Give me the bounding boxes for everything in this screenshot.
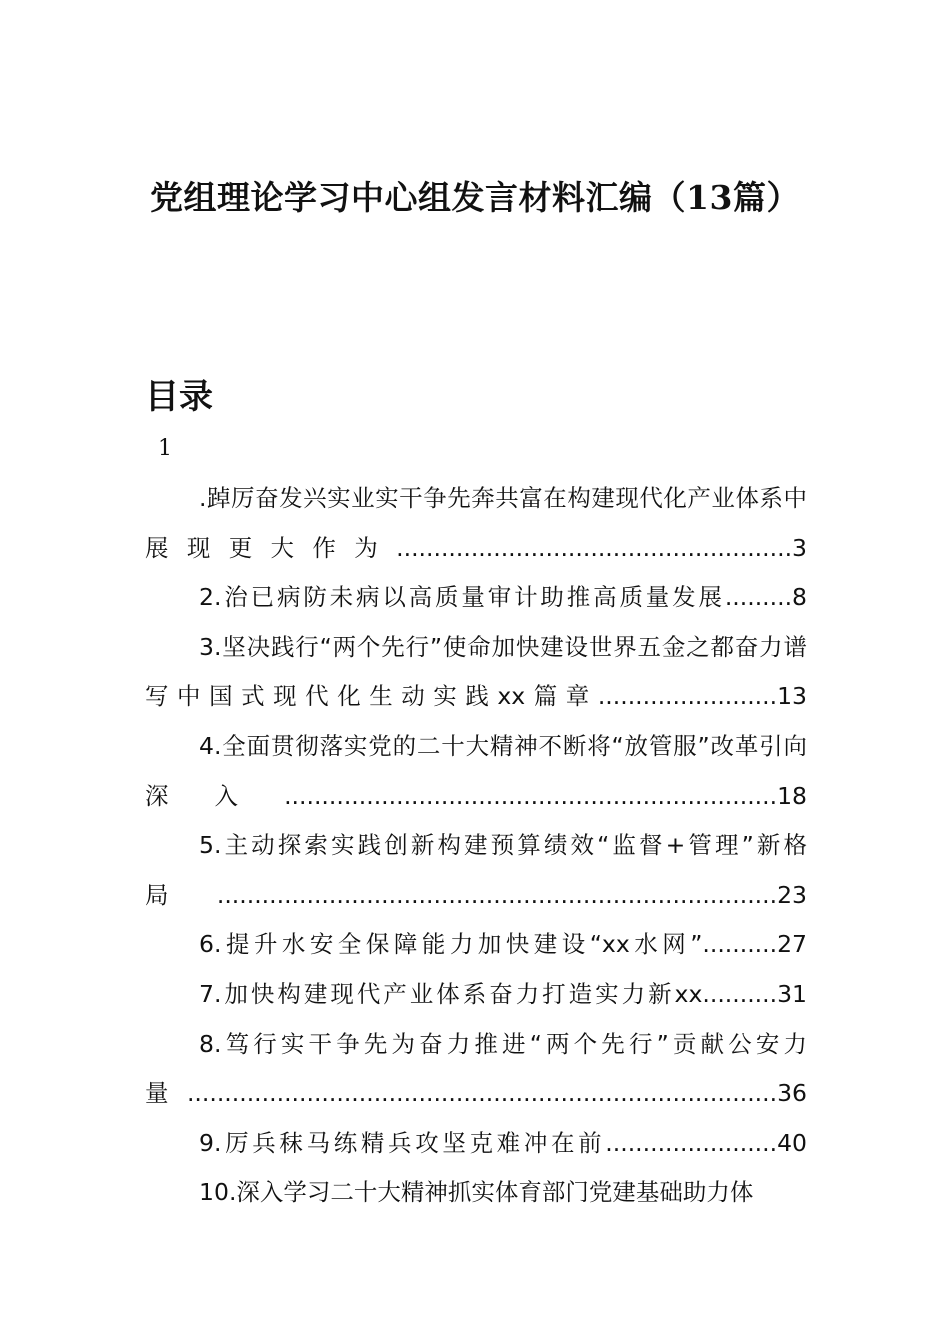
- toc-leader-dots: .......................: [605, 1128, 778, 1157]
- toc-entry-9[interactable]: [145, 1119, 807, 1169]
- document-title: 党组理论学习中心组发言材料汇编（13篇）: [150, 178, 800, 217]
- toc-heading: 目录: [145, 377, 213, 417]
- toc-entry-title: 7.加快构建现代产业体系奋力打造实力新xx: [199, 979, 703, 1008]
- toc-entry-page: 8: [792, 583, 807, 612]
- toc-entry-page: 18: [777, 781, 807, 810]
- toc-leader-dots: ...........................................................................: [216, 880, 778, 909]
- table-of-contents: [145, 474, 807, 1218]
- toc-leader-dots: ..........: [702, 930, 778, 959]
- toc-leader-dots: ...............................................................................: [186, 1079, 778, 1108]
- toc-entry-title: 4.全面贯彻落实党的二十大精神不断将“放管服”改革引向深入: [145, 731, 807, 810]
- toc-entry-5[interactable]: [145, 821, 807, 920]
- toc-leader-dots: ..................................................................: [284, 781, 778, 810]
- toc-entry-6[interactable]: [145, 920, 807, 970]
- toc-entry-page: 36: [777, 1079, 807, 1108]
- toc-entry-page: 13: [777, 682, 807, 711]
- toc-entry-title: 2.治已病防未病以高质量审计助推高质量发展: [199, 583, 725, 612]
- toc-entry-3[interactable]: [145, 623, 807, 722]
- toc-entry-2[interactable]: [145, 573, 807, 623]
- toc-entry-title: 9.厉兵秣马练精兵攻坚克难冲在前: [199, 1128, 606, 1157]
- toc-entry-title: 8.笃行实干争先为奋力推进“两个先行”贡献公安力量: [145, 1029, 807, 1108]
- toc-entry-page: 3: [792, 533, 807, 562]
- toc-entry-7[interactable]: [145, 970, 807, 1020]
- toc-entry-1[interactable]: [145, 474, 807, 573]
- toc-entry-page: 27: [777, 930, 807, 959]
- toc-entry-10[interactable]: [145, 1168, 807, 1218]
- toc-entry-page: 23: [777, 880, 807, 909]
- toc-entry-title: 10.深入学习二十大精神抓实体育部门党建基础助力体: [199, 1178, 754, 1207]
- toc-entry-page: 31: [777, 979, 807, 1008]
- toc-entry-title: 6.提升水安全保障能力加快建设“xx水网”: [199, 930, 703, 959]
- toc-entry-title: .踔厉奋发兴实业实干争先奔共富在构建现代化产业体系中展现更大作为: [145, 484, 807, 562]
- toc-entry-4[interactable]: [145, 722, 807, 821]
- toc-leader-dots: .....................................................: [396, 533, 793, 562]
- toc-entry-title: 5.主动探索实践创新构建预算绩效“监督+管理”新格局: [145, 831, 807, 909]
- toc-leader-dots: .........: [724, 583, 793, 612]
- toc-entry-page: 40: [777, 1128, 807, 1157]
- toc-leader-dots: ..........: [702, 979, 778, 1008]
- toc-leader-dots: ........................: [597, 682, 778, 711]
- stray-page-number: 1: [158, 436, 172, 461]
- toc-entry-title: 3.坚决践行“两个先行”使命加快建设世界五金之都奋力谱写中国式现代化生动实践xx篇章: [145, 632, 807, 711]
- toc-entry-8[interactable]: [145, 1020, 807, 1119]
